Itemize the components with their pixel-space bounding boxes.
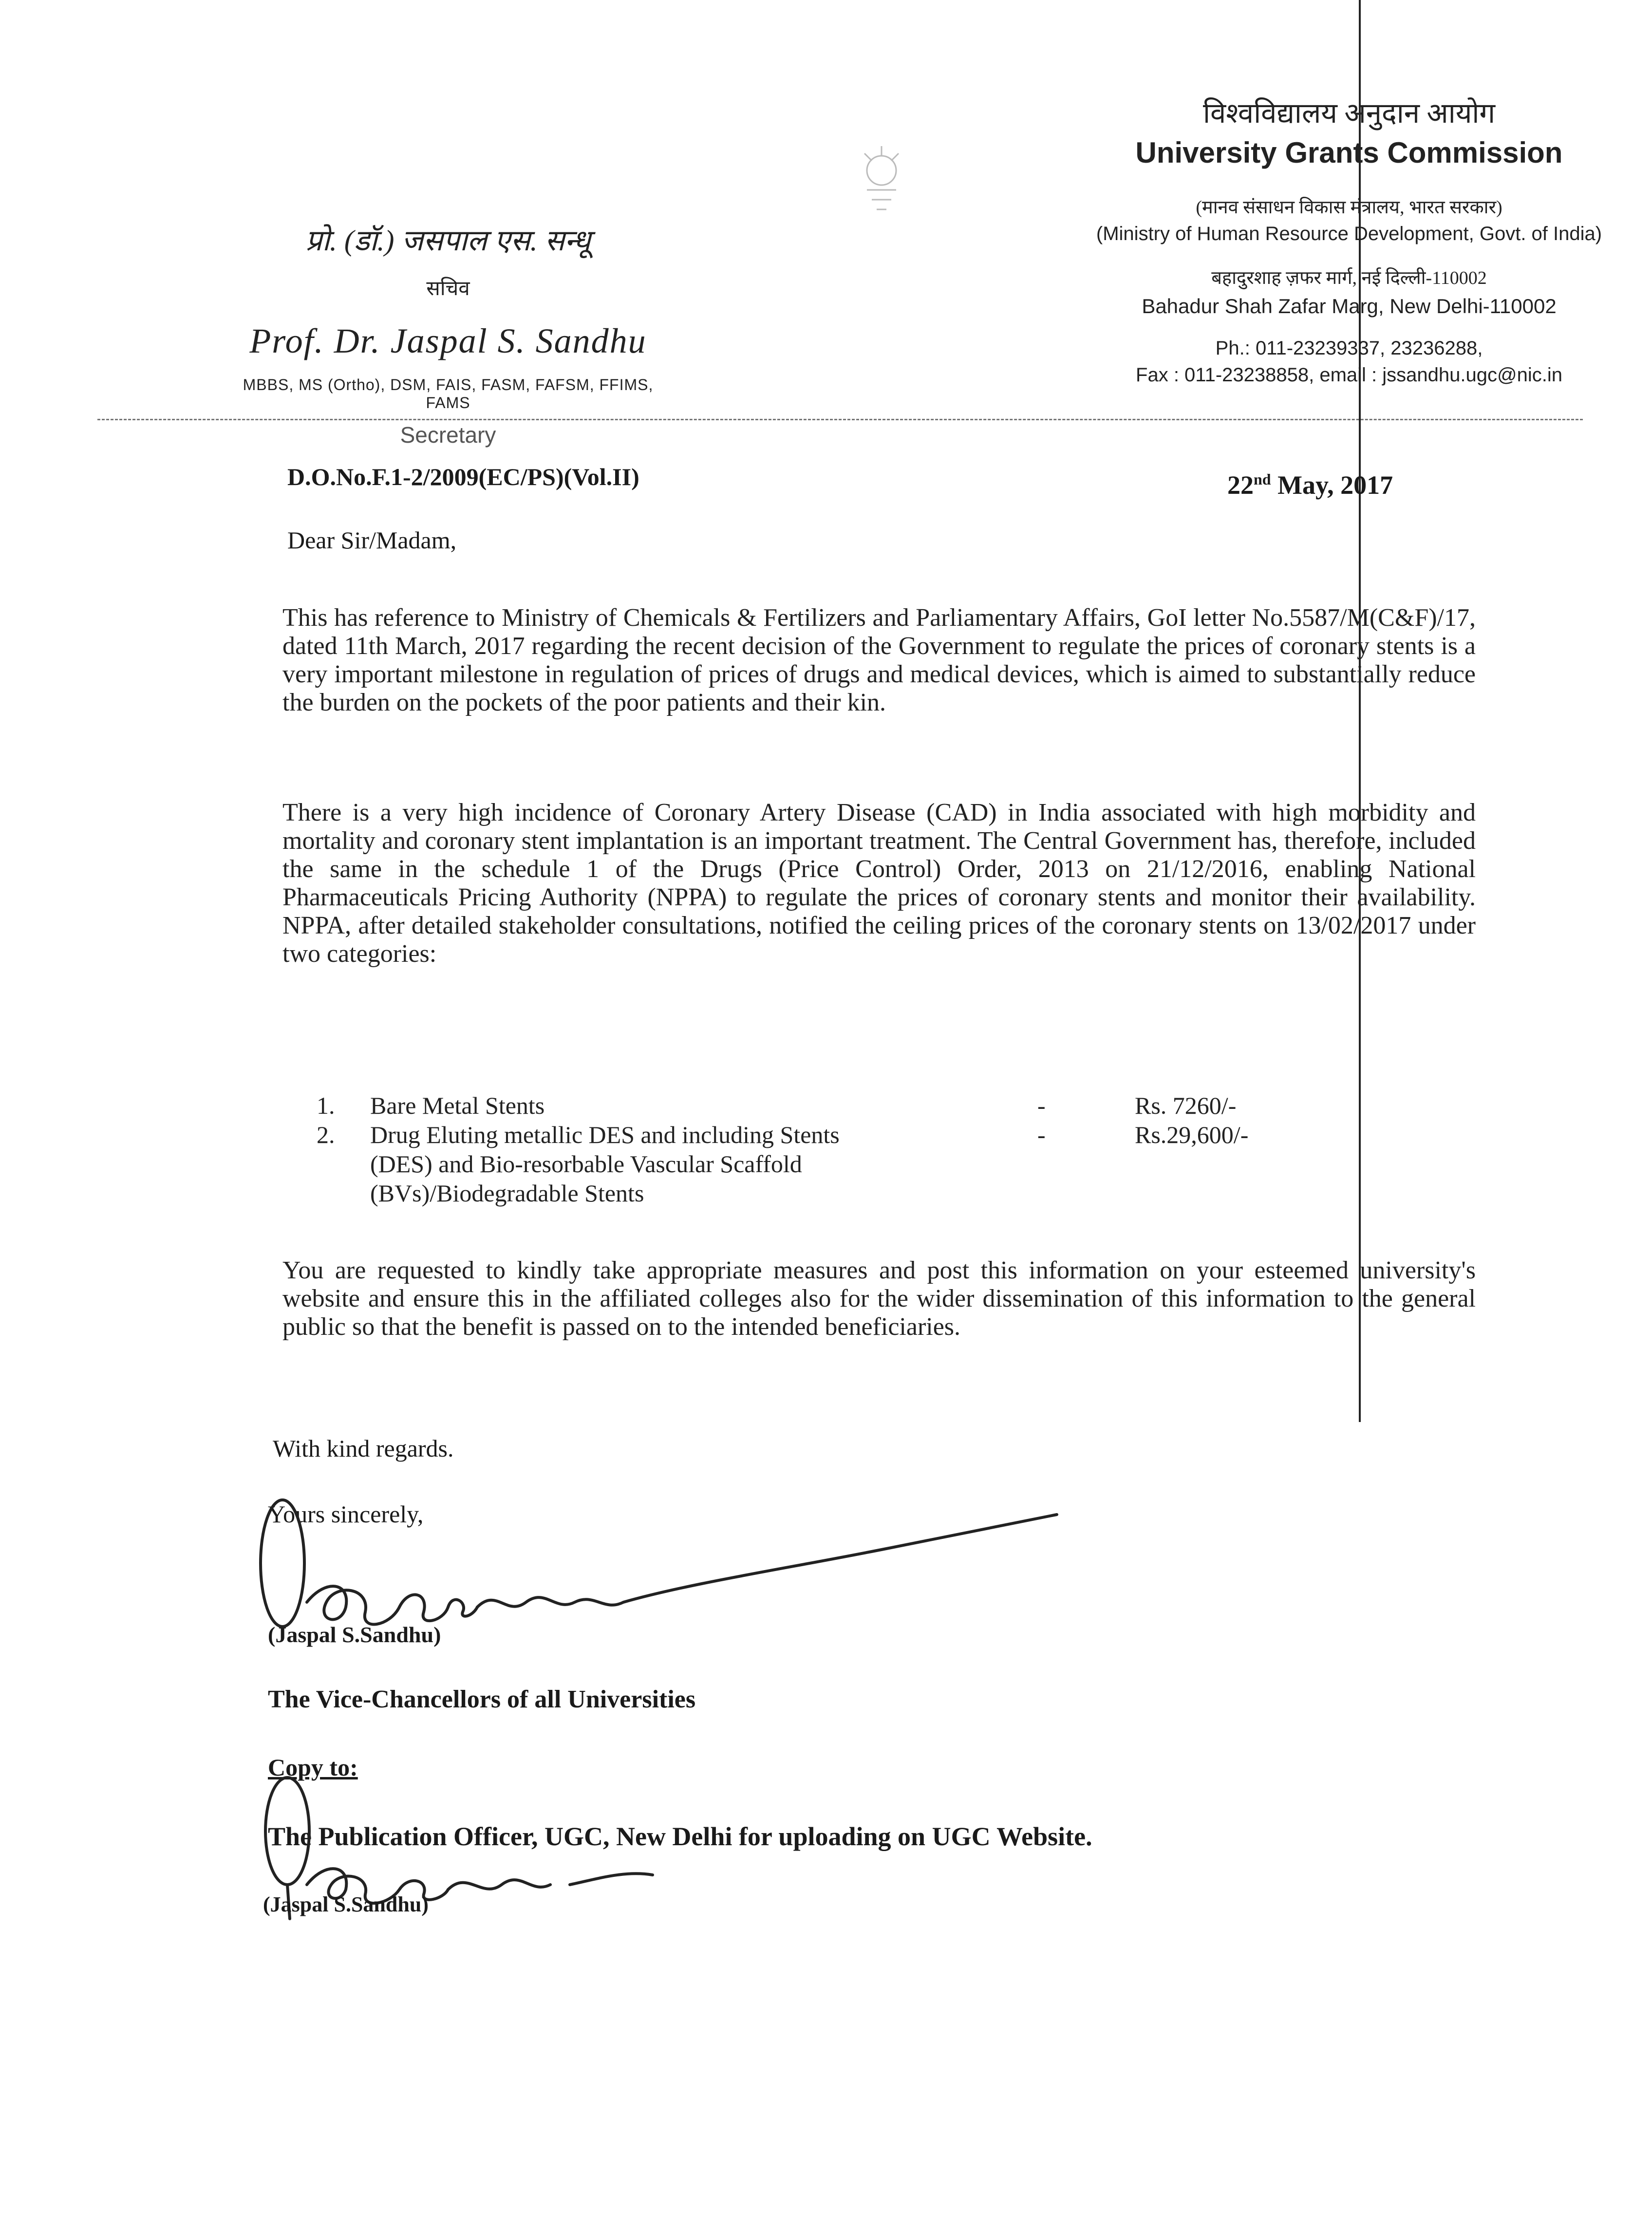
stent-category: Drug Eluting metallic DES and including Stents (DES) and Bio-resorbable Vascular Scaffold (BVs)/Biodegradable Stents — [370, 1121, 840, 1207]
addressee: The Vice-Chancellors of all Universities — [268, 1685, 696, 1713]
copy-to-label: Copy to: — [268, 1754, 358, 1781]
fax-email: Fax : 011-23238858, email : jssandhu.ugc@nic.in — [1136, 364, 1562, 386]
list-item-number: 1. — [317, 1092, 335, 1119]
address-english: Bahadur Shah Zafar Marg, New Delhi-110002 — [1142, 295, 1557, 318]
letterhead-left — [224, 219, 672, 448]
paragraph-reference: This has reference to Ministry of Chemicals & Fertilizers and Parliamentary Affairs, GoI letter No.5587/M(C&F)/17, dated 11th March, 2017 regarding the recent decision of the Government to regulate the prices of coronary stents is a very important milestone in regulation of prices of drugs and medical devices, which is aimed to substantially reduce the burden on the pockets of the poor patients and their kin. — [282, 604, 1476, 716]
list-dash: - — [1037, 1121, 1046, 1148]
reference-number: D.O.No.F.1-2/2009(EC/PS)(Vol.II) — [287, 463, 639, 490]
closing-yours: Yours sincerely, — [268, 1500, 424, 1528]
secretary-name-hindi: प्रो. (डॉ.) जसपाल एस. सन्धू — [305, 225, 591, 257]
stent-price-list — [317, 1091, 1437, 1208]
letterhead-right — [1091, 93, 1607, 386]
salutation: Dear Sir/Madam, — [287, 526, 457, 554]
secretary-designation: Secretary — [400, 422, 496, 448]
stent-price: Rs.29,600/- — [1135, 1121, 1249, 1148]
closing-regards: With kind regards. — [273, 1435, 454, 1462]
ministry-english: (Ministry of Human Resource Development, Govt. of India) — [1096, 223, 1602, 244]
ministry-hindi: (मानव संसाधन विकास मंत्रालय, भारत सरकार) — [1196, 197, 1502, 218]
signer-name-copy: (Jaspal S.Sandhu) — [263, 1892, 429, 1916]
date-rest: May, 2017 — [1271, 470, 1393, 500]
stent-category: Bare Metal Stents — [370, 1092, 545, 1119]
copy-to-recipient: The Publication Officer, UGC, New Delhi for uploading on UGC Website. — [268, 1822, 1092, 1851]
org-name-hindi: विश्वविद्यालय अनुदान आयोग — [1202, 97, 1496, 129]
stent-price: Rs. 7260/- — [1135, 1092, 1237, 1119]
list-dash: - — [1037, 1092, 1046, 1119]
emblem-icon — [838, 136, 925, 224]
secretary-title-hindi: सचिव — [426, 278, 470, 300]
secretary-name-english: Prof. Dr. Jaspal S. Sandhu — [249, 321, 647, 360]
list-item — [317, 1091, 1437, 1120]
list-item-number: 2. — [317, 1121, 335, 1148]
date-day: 22 — [1227, 470, 1254, 500]
list-item — [317, 1120, 1437, 1208]
secretary-qualifications: MBBS, MS (Ortho), DSM, FAIS, FASM, FAFSM, FFIMS, FAMS — [243, 376, 654, 412]
date-suffix: nd — [1254, 470, 1271, 488]
signer-name: (Jaspal S.Sandhu) — [268, 1622, 441, 1647]
phone-number: Ph.: 011-23239337, 23236288, — [1215, 337, 1483, 359]
letter-date — [1227, 470, 1393, 500]
org-name-english: University Grants Commission — [1135, 136, 1563, 169]
address-hindi: बहादुरशाह ज़फर मार्ग, नई दिल्ली-110002 — [1211, 268, 1487, 288]
paragraph-cad-background: There is a very high incidence of Coronary Artery Disease (CAD) in India associated with high morbidity and mortality and coronary stent implantation is an important treatment. The Central Government has, therefore, included the same in the schedule 1 of the Drugs (Price Control) Order, 2013 on 21/12/2016, enabling National Pharmaceuticals Pricing Authority (NPPA) to regulate the prices of coronary stents and monitor their availability. NPPA, after detailed stakeholder consultations, notified the ceiling prices of the coronary stents on 13/02/2017 under two categories: — [282, 799, 1476, 968]
paragraph-request: You are requested to kindly take appropriate measures and post this information on your esteemed university's website and ensure this in the affiliated colleges also for the wider dissemination of this information to the general public so that the benefit is passed on to the intended beneficiaries. — [282, 1256, 1476, 1341]
